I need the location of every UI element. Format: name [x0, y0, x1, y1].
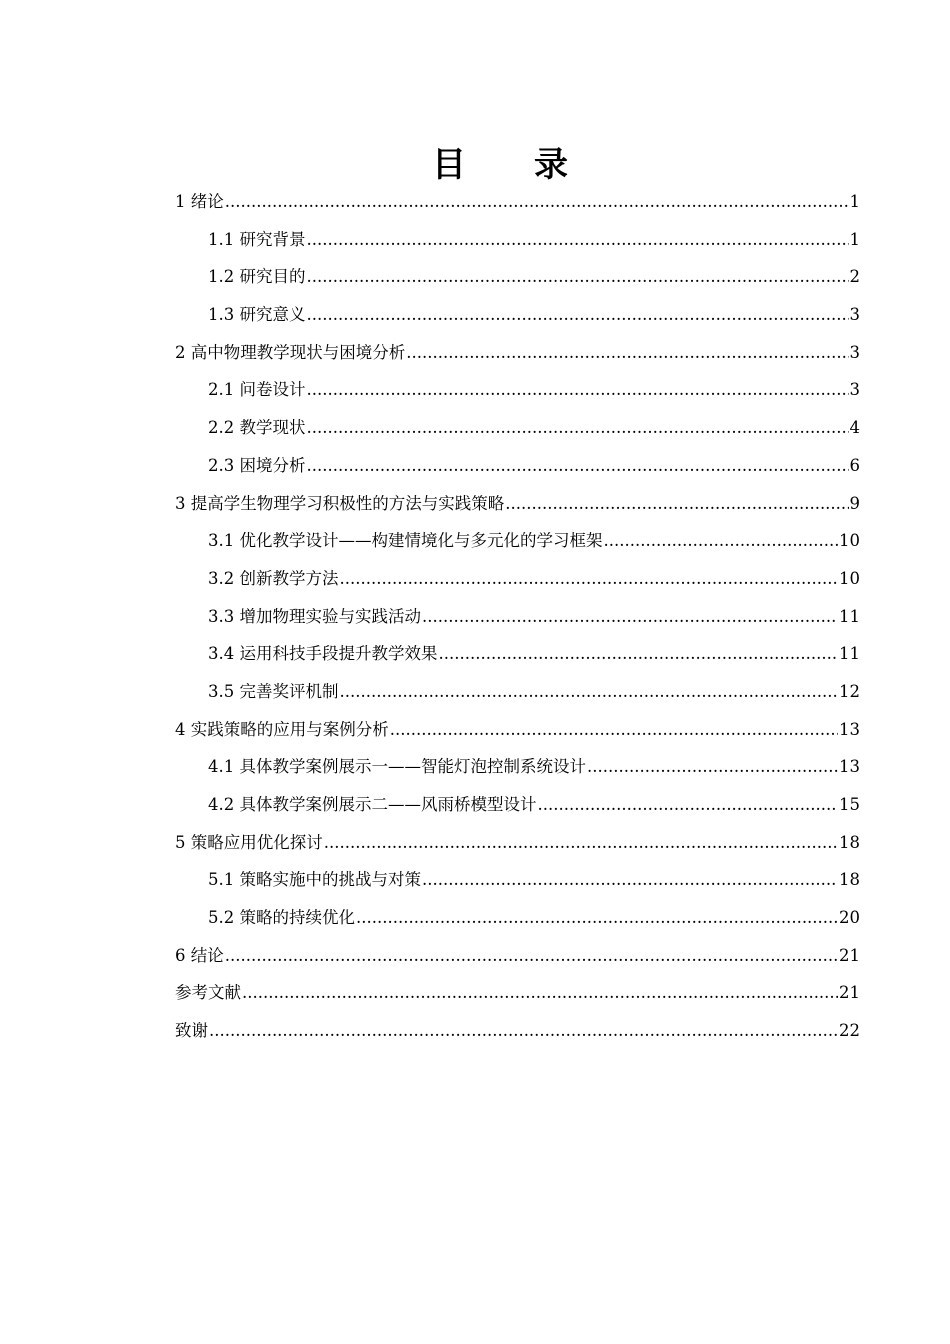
- toc-entry-page: 13: [839, 757, 860, 777]
- toc-list: [175, 183, 860, 1050]
- toc-leader: [587, 748, 838, 786]
- toc-entry-label: 5.1 策略实施中的挑战与对策: [208, 870, 421, 890]
- toc-entry[interactable]: [175, 748, 860, 786]
- toc-entry-page: 3: [849, 380, 860, 400]
- toc-entry[interactable]: [175, 824, 860, 862]
- toc-entry[interactable]: [175, 974, 860, 1012]
- toc-title-char: 目: [432, 145, 466, 185]
- toc-leader: [604, 522, 839, 560]
- toc-leader: [340, 673, 839, 711]
- toc-leader: [406, 334, 848, 372]
- toc-entry-page: 21: [839, 983, 860, 1003]
- toc-entry-label: 1.1 研究背景: [208, 229, 306, 249]
- toc-entry-page: 18: [839, 870, 860, 890]
- toc-entry-label: 5 策略应用优化探讨: [175, 832, 323, 852]
- toc-entry-page: 3: [849, 305, 860, 325]
- toc-entry[interactable]: [175, 522, 860, 560]
- toc-entry[interactable]: [175, 937, 860, 975]
- toc-entry-label: 2.2 教学现状: [208, 418, 306, 438]
- toc-entry-page: 21: [839, 945, 860, 965]
- toc-entry-page: 4: [849, 418, 860, 438]
- toc-leader: [225, 937, 838, 975]
- toc-entry-page: 6: [849, 455, 860, 475]
- toc-entry-page: 22: [839, 1021, 860, 1041]
- toc-entry[interactable]: [175, 485, 860, 523]
- toc-entry[interactable]: [175, 409, 860, 447]
- toc-entry[interactable]: [175, 635, 860, 673]
- toc-entry-label: 4 实践策略的应用与案例分析: [175, 719, 389, 739]
- toc-entry-page: 10: [839, 531, 860, 551]
- toc-entry-page: 15: [839, 795, 860, 814]
- toc-entry-label: 6 结论: [175, 945, 224, 965]
- toc-entry-page: 1: [849, 192, 860, 211]
- toc-entry-page: 9: [849, 493, 860, 513]
- toc-entry[interactable]: [175, 334, 860, 372]
- toc-entry-label: 1.2 研究目的: [208, 267, 306, 287]
- toc-entry[interactable]: [175, 673, 860, 711]
- toc-entry-page: 3: [849, 342, 860, 362]
- toc-entry[interactable]: [175, 296, 860, 334]
- toc-leader: [505, 485, 848, 523]
- toc-entry[interactable]: [175, 371, 860, 409]
- toc-title-char: 录: [534, 145, 568, 185]
- toc-entry-page: 20: [839, 908, 860, 928]
- toc-entry-label: 致谢: [175, 1021, 208, 1041]
- toc-entry[interactable]: [175, 598, 860, 636]
- toc-leader: [422, 598, 838, 636]
- toc-entry[interactable]: [175, 258, 860, 296]
- toc-entry-label: 3 提高学生物理学习积极性的方法与实践策略: [175, 493, 505, 513]
- toc-entry[interactable]: [175, 560, 860, 598]
- toc-leader: [307, 296, 849, 334]
- toc-leader: [340, 560, 839, 598]
- toc-leader: [439, 635, 839, 673]
- toc-leader: [307, 258, 849, 296]
- toc-entry-label: 4.1 具体教学案例展示一——智能灯泡控制系统设计: [208, 757, 586, 777]
- toc-leader: [356, 899, 838, 937]
- toc-leader: [242, 974, 838, 1012]
- toc-leader: [209, 1012, 838, 1050]
- toc-entry-label: 4.2 具体教学案例展示二——风雨桥模型设计: [208, 795, 537, 814]
- toc-leader: [390, 711, 838, 749]
- toc-entry-label: 1.3 研究意义: [208, 305, 306, 325]
- toc-entry-label: 3.2 创新教学方法: [208, 568, 339, 588]
- toc-leader: [307, 221, 849, 259]
- toc-entry[interactable]: [175, 221, 860, 259]
- toc-entry-label: 2.3 困境分析: [208, 455, 306, 475]
- toc-leader: [324, 824, 838, 862]
- toc-entry-page: 12: [839, 681, 860, 701]
- toc-entry-page: 18: [839, 832, 860, 852]
- toc-entry-label: 3.3 增加物理实验与实践活动: [208, 606, 421, 626]
- toc-entry-label: 5.2 策略的持续优化: [208, 908, 355, 928]
- toc-leader: [307, 409, 849, 447]
- toc-leader: [538, 786, 839, 824]
- toc-entry[interactable]: [175, 786, 860, 824]
- toc-entry-label: 2 高中物理教学现状与困境分析: [175, 342, 406, 362]
- toc-entry-page: 13: [839, 719, 860, 739]
- toc-leader: [225, 183, 849, 221]
- toc-entry-label: 3.4 运用科技手段提升教学效果: [208, 644, 438, 664]
- toc-leader: [307, 447, 849, 485]
- toc-entry[interactable]: [175, 1012, 860, 1050]
- toc-entry-label: 1 绪论: [175, 192, 224, 211]
- toc-leader: [307, 371, 849, 409]
- toc-leader: [422, 861, 838, 899]
- toc-entry[interactable]: [175, 861, 860, 899]
- toc-entry[interactable]: [175, 183, 860, 221]
- toc-entry-page: 11: [839, 606, 860, 626]
- toc-entry-page: 2: [849, 267, 860, 287]
- toc-entry-label: 3.5 完善奖评机制: [208, 681, 339, 701]
- toc-entry[interactable]: [175, 899, 860, 937]
- toc-entry-label: 2.1 问卷设计: [208, 380, 306, 400]
- toc-entry-label: 3.1 优化教学设计——构建情境化与多元化的学习框架: [208, 531, 603, 551]
- toc-entry-page: 10: [839, 568, 860, 588]
- toc-entry-label: 参考文献: [175, 983, 241, 1003]
- toc-entry-page: 11: [839, 644, 860, 664]
- toc-entry[interactable]: [175, 711, 860, 749]
- toc-entry-page: 1: [849, 229, 860, 249]
- toc-entry[interactable]: [175, 447, 860, 485]
